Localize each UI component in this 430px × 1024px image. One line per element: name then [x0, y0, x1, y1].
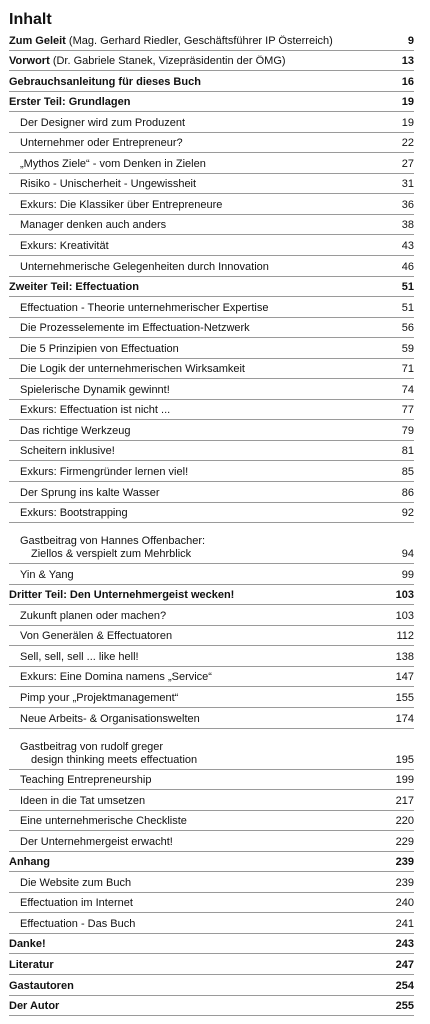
- entry-title: [9, 281, 388, 294]
- entry-page-number: 99: [401, 568, 414, 581]
- entry-title-text: Vorwort: [9, 55, 50, 68]
- entry-title: [9, 76, 388, 89]
- entry-title-text: Effectuation im Internet: [20, 897, 133, 910]
- entry-title-text: Erster Teil: Grundlagen: [9, 96, 131, 109]
- entry-page-number: 103: [395, 609, 414, 622]
- toc-subsection-entry[interactable]: [9, 174, 414, 195]
- entry-title-text: Dritter Teil: Den Unternehmergeist wecken!: [9, 589, 235, 602]
- entry-page-number: 147: [395, 671, 414, 684]
- entry-page-number: 254: [395, 979, 414, 992]
- entry-page-number: 71: [401, 363, 414, 376]
- toc-subsection-entry[interactable]: [9, 646, 414, 667]
- entry-title: [20, 535, 388, 561]
- toc-subsection-entry[interactable]: [9, 729, 414, 770]
- toc-subsection-entry[interactable]: [9, 811, 414, 832]
- entry-page-number: 22: [401, 137, 414, 150]
- entry-title-text: Anhang: [9, 856, 50, 869]
- entry-page-number: 220: [395, 815, 414, 828]
- toc-list: [9, 30, 414, 1016]
- entry-title-text: Die Logik der unternehmerischen Wirksamkeit: [20, 363, 245, 376]
- entry-note: (Dr. Gabriele Stanek, Vizepräsidentin der ÖMG): [52, 55, 286, 68]
- entry-title-text: Der Unternehmergeist erwacht!: [20, 835, 173, 848]
- entry-title-text: Manager denken auch anders: [20, 219, 167, 232]
- toc-subsection-entry[interactable]: [9, 256, 414, 277]
- entry-title-text: Unternehmerische Gelegenheiten durch Innovation: [20, 260, 269, 273]
- entry-title: [20, 877, 388, 890]
- entry-title: [20, 774, 388, 787]
- entry-title-text: Unternehmer oder Entrepreneur?: [20, 137, 183, 150]
- toc-subsection-entry[interactable]: [9, 112, 414, 133]
- toc-section-entry[interactable]: [9, 585, 414, 606]
- entry-title-text: Exkurs: Bootstrapping: [20, 507, 128, 520]
- entry-title-text: Exkurs: Eine Domina namens „Service“: [20, 671, 212, 684]
- entry-page-number: 247: [395, 958, 414, 971]
- entry-page-number: 155: [395, 691, 414, 704]
- entry-title-continuation: design thinking meets effectuation: [31, 753, 198, 766]
- entry-title: [20, 466, 388, 479]
- entry-page-number: 38: [401, 219, 414, 232]
- entry-page-number: 79: [401, 424, 414, 437]
- entry-title-text: Die Prozesselemente im Effectuation-Netzwerk: [20, 322, 250, 335]
- entry-page-number: 255: [395, 1000, 414, 1013]
- toc-subsection-entry[interactable]: [9, 790, 414, 811]
- entry-title: [20, 404, 388, 417]
- entry-page-number: 217: [395, 794, 414, 807]
- entry-title: [20, 117, 388, 130]
- entry-page-number: 19: [401, 116, 414, 129]
- entry-title-text: Gastbeitrag von rudolf greger: [20, 740, 164, 753]
- entry-page-number: 92: [401, 507, 414, 520]
- entry-title-text: Gastbeitrag von Hannes Offenbacher:: [20, 535, 206, 548]
- entry-title: [20, 425, 388, 438]
- entry-title: [9, 959, 388, 972]
- entry-title: [9, 35, 388, 48]
- entry-page-number: 94: [401, 548, 414, 561]
- toc-subsection-entry[interactable]: [9, 215, 414, 236]
- toc-subsection-entry[interactable]: [9, 626, 414, 647]
- entry-title-text: Der Sprung ins kalte Wasser: [20, 486, 160, 499]
- toc-subsection-entry[interactable]: [9, 503, 414, 524]
- entry-page-number: 199: [395, 774, 414, 787]
- entry-title: [20, 651, 388, 664]
- entry-title: [20, 630, 388, 643]
- entry-page-number: 240: [395, 897, 414, 910]
- entry-title: [9, 1000, 388, 1013]
- toc-subsection-entry[interactable]: [9, 318, 414, 339]
- toc-subsection-entry[interactable]: [9, 708, 414, 729]
- toc-subsection-entry[interactable]: [9, 133, 414, 154]
- entry-title-text: Die 5 Prinzipien von Effectuation: [20, 342, 179, 355]
- entry-title: [20, 507, 388, 520]
- entry-page-number: 46: [401, 260, 414, 273]
- entry-title: [20, 692, 388, 705]
- entry-page-number: 31: [401, 178, 414, 191]
- entry-title: [20, 219, 388, 232]
- entry-title: [20, 713, 388, 726]
- entry-title: [20, 343, 388, 356]
- entry-title: [20, 918, 388, 931]
- toc-subsection-entry[interactable]: [9, 770, 414, 791]
- entry-title-text: Das richtige Werkzeug: [20, 424, 131, 437]
- entry-title: [20, 610, 388, 623]
- entry-title: [20, 137, 388, 150]
- entry-title-text: Neue Arbeits- & Organisationswelten: [20, 712, 200, 725]
- entry-page-number: 86: [401, 486, 414, 499]
- toc-subsection-entry[interactable]: [9, 194, 414, 215]
- toc-section-entry[interactable]: [9, 996, 414, 1017]
- entry-title: [20, 741, 388, 767]
- toc-subsection-entry[interactable]: [9, 872, 414, 893]
- entry-title: [20, 897, 388, 910]
- toc-section-entry[interactable]: [9, 954, 414, 975]
- entry-page-number: 19: [401, 96, 414, 109]
- toc-subsection-entry[interactable]: [9, 338, 414, 359]
- entry-page-number: 56: [401, 322, 414, 335]
- entry-title: [9, 589, 388, 602]
- toc-section-entry[interactable]: [9, 92, 414, 113]
- entry-page-number: 195: [395, 753, 414, 766]
- entry-title-text: Effectuation - Theorie unternehmerischer Expertise: [20, 301, 269, 314]
- toc-section-entry[interactable]: [9, 975, 414, 996]
- entry-title-text: Eine unternehmerische Checkliste: [20, 815, 187, 828]
- entry-title: [20, 445, 388, 458]
- toc-subsection-entry[interactable]: [9, 687, 414, 708]
- entry-page-number: 85: [401, 466, 414, 479]
- toc-subsection-entry[interactable]: [9, 893, 414, 914]
- toc-section-entry[interactable]: [9, 277, 414, 298]
- entry-page-number: 74: [401, 383, 414, 396]
- entry-title: [20, 240, 388, 253]
- entry-title-text: „Mythos Ziele“ - vom Denken in Zielen: [20, 157, 206, 170]
- entry-title-text: Pimp your „Projektmanagement“: [20, 691, 179, 704]
- toc-subsection-entry[interactable]: [9, 523, 414, 564]
- entry-title: [20, 815, 388, 828]
- entry-title: [9, 856, 388, 869]
- entry-page-number: 16: [401, 75, 414, 88]
- entry-title-text: Gebrauchsanleitung für dieses Buch: [9, 75, 201, 88]
- toc-subsection-entry[interactable]: [9, 441, 414, 462]
- entry-title-text: Exkurs: Firmengründer lernen viel!: [20, 466, 189, 479]
- entry-title-text: Teaching Entrepreneurship: [20, 774, 152, 787]
- entry-title: [20, 178, 388, 191]
- entry-title: [20, 671, 388, 684]
- entry-title-text: Sell, sell, sell ... like hell!: [20, 650, 139, 663]
- entry-title: [20, 384, 388, 397]
- toc-section-entry[interactable]: [9, 934, 414, 955]
- entry-title: [20, 322, 388, 335]
- toc-subsection-entry[interactable]: [9, 461, 414, 482]
- toc-subsection-entry[interactable]: [9, 420, 414, 441]
- entry-page-number: 13: [401, 55, 414, 68]
- entry-title: [20, 363, 388, 376]
- entry-title: [9, 938, 388, 951]
- entry-page-number: 43: [401, 240, 414, 253]
- entry-title: [9, 980, 388, 993]
- entry-title-text: Spielerische Dynamik gewinnt!: [20, 383, 170, 396]
- entry-title-text: Zukunft planen oder machen?: [20, 609, 167, 622]
- entry-title-text: Literatur: [9, 958, 54, 971]
- toc-section-entry[interactable]: [9, 852, 414, 873]
- entry-page-number: 77: [401, 404, 414, 417]
- toc-section-entry[interactable]: [9, 51, 414, 72]
- toc-subsection-entry[interactable]: [9, 667, 414, 688]
- entry-page-number: 112: [396, 630, 414, 643]
- toc-subsection-entry[interactable]: [9, 564, 414, 585]
- page-title: Inhalt: [9, 11, 52, 28]
- entry-title-text: Der Autor: [9, 1000, 60, 1013]
- entry-title: [9, 55, 388, 68]
- entry-title: [20, 795, 388, 808]
- toc-subsection-entry[interactable]: [9, 831, 414, 852]
- toc-subsection-entry[interactable]: [9, 605, 414, 626]
- toc-section-entry[interactable]: [9, 30, 414, 51]
- entry-title-continuation: Ziellos & verspielt zum Mehrblick: [31, 548, 192, 561]
- entry-page-number: 174: [395, 712, 414, 725]
- entry-title-text: Exkurs: Effectuation ist nicht ...: [20, 404, 171, 417]
- entry-note: (Mag. Gerhard Riedler, Geschäftsführer IP Österreich): [68, 34, 333, 47]
- entry-title-text: Yin & Yang: [20, 568, 74, 581]
- entry-title: [9, 96, 388, 109]
- entry-title-text: Gastautoren: [9, 979, 74, 992]
- entry-title: [20, 199, 388, 212]
- entry-page-number: 138: [395, 650, 414, 663]
- entry-title-text: Scheitern inklusive!: [20, 445, 115, 458]
- entry-page-number: 241: [395, 917, 414, 930]
- entry-page-number: 9: [407, 34, 414, 47]
- entry-page-number: 243: [395, 938, 414, 951]
- entry-title: [20, 569, 388, 582]
- entry-page-number: 59: [401, 342, 414, 355]
- toc-subsection-entry[interactable]: [9, 379, 414, 400]
- toc-subsection-entry[interactable]: [9, 235, 414, 256]
- entry-title-text: Risiko - Unischerheit - Ungewissheit: [20, 178, 197, 191]
- toc-subsection-entry[interactable]: [9, 482, 414, 503]
- entry-title: [20, 261, 388, 274]
- entry-page-number: 239: [395, 856, 414, 869]
- entry-title: [20, 158, 388, 171]
- entry-title-text: Von Generälen & Effectuatoren: [20, 630, 173, 643]
- entry-page-number: 229: [395, 835, 414, 848]
- entry-title-text: Danke!: [9, 938, 46, 951]
- entry-title: [20, 302, 388, 315]
- toc-subsection-entry[interactable]: [9, 297, 414, 318]
- entry-page-number: 27: [401, 157, 414, 170]
- entry-title-text: Exkurs: Die Klassiker über Entrepreneure: [20, 198, 223, 211]
- entry-title-text: Ideen in die Tat umsetzen: [20, 794, 146, 807]
- entry-title: [20, 487, 388, 500]
- toc-section-entry[interactable]: [9, 71, 414, 92]
- toc-subsection-entry[interactable]: [9, 153, 414, 174]
- entry-title: [20, 836, 388, 849]
- toc-subsection-entry[interactable]: [9, 400, 414, 421]
- entry-title-text: Der Designer wird zum Produzent: [20, 116, 186, 129]
- entry-page-number: 239: [395, 876, 414, 889]
- toc-subsection-entry[interactable]: [9, 359, 414, 380]
- entry-title-text: Die Website zum Buch: [20, 876, 132, 889]
- entry-page-number: 51: [401, 281, 414, 294]
- entry-title-text: Zweiter Teil: Effectuation: [9, 281, 139, 294]
- entry-title-text: Zum Geleit: [9, 34, 66, 47]
- toc-subsection-entry[interactable]: [9, 913, 414, 934]
- entry-page-number: 36: [401, 198, 414, 211]
- entry-page-number: 103: [395, 589, 414, 602]
- entry-page-number: 81: [401, 445, 414, 458]
- entry-title-text: Effectuation - Das Buch: [20, 917, 136, 930]
- entry-title-text: Exkurs: Kreativität: [20, 240, 109, 253]
- entry-page-number: 51: [401, 301, 414, 314]
